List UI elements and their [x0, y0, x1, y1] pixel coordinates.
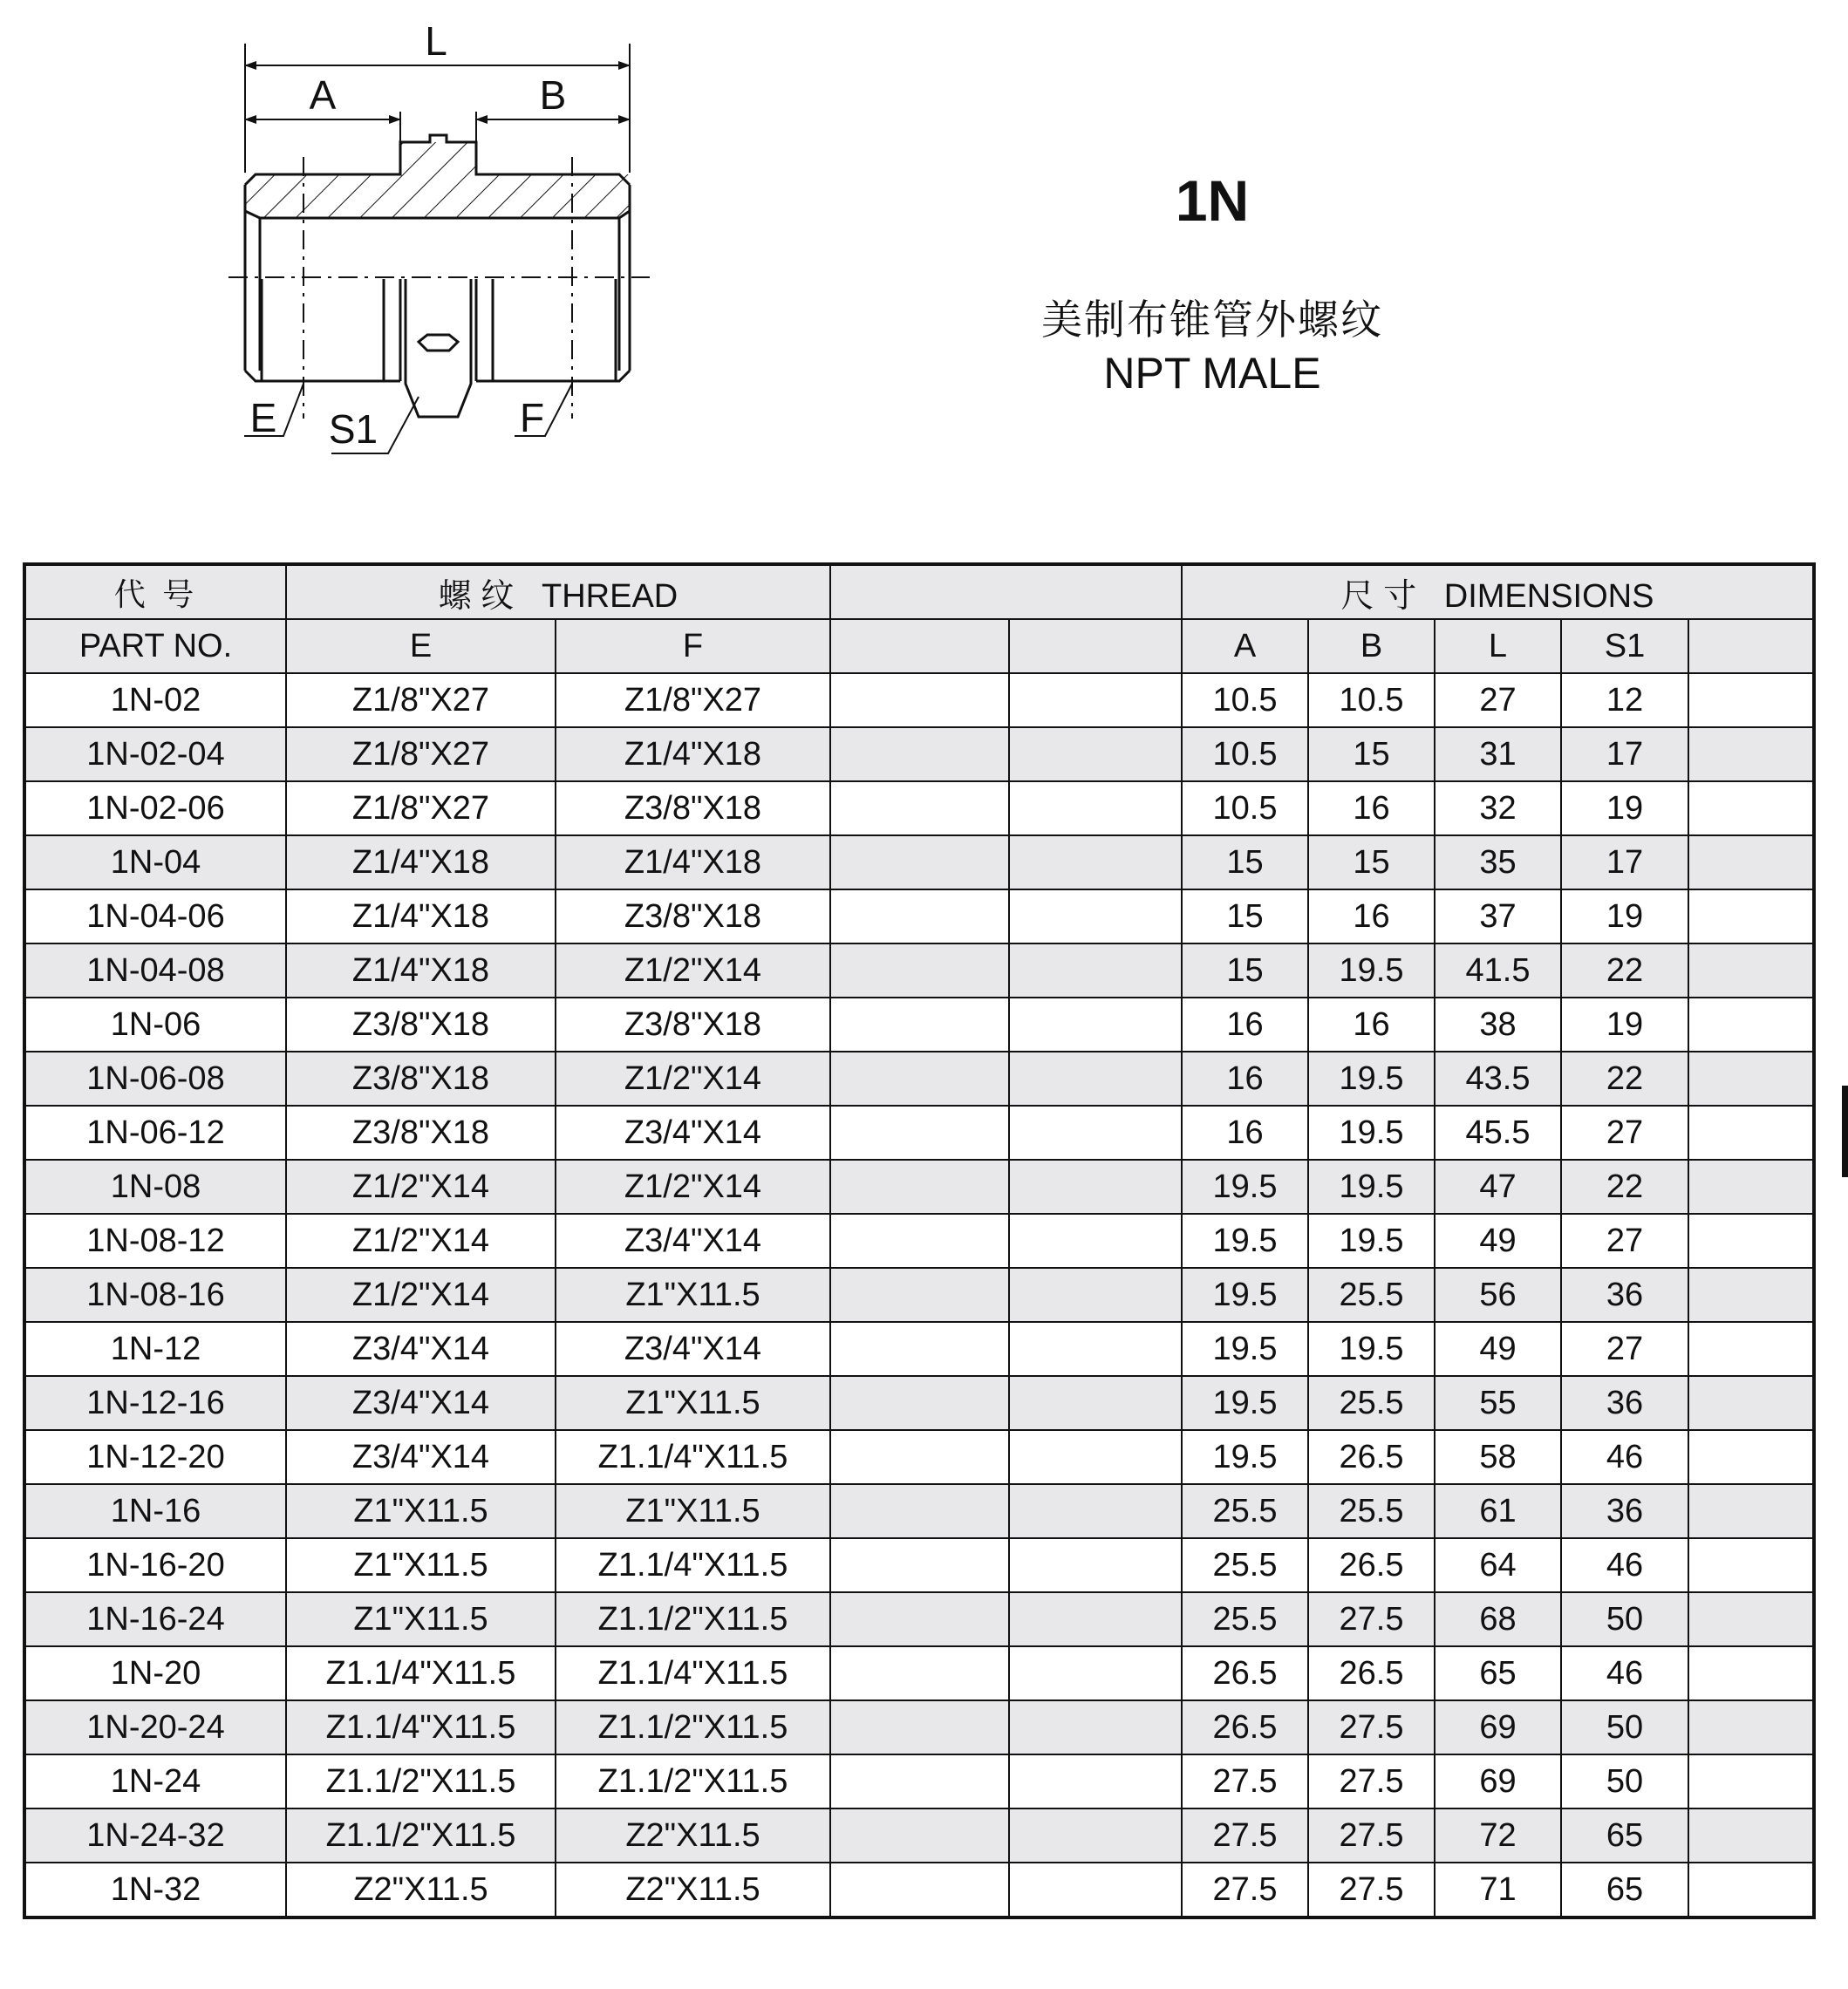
header-blank	[830, 564, 1182, 619]
cell-l: 38	[1435, 998, 1561, 1052]
table-row	[24, 1268, 1814, 1322]
header-col-a: A	[1182, 619, 1308, 673]
cell-blank	[1688, 1322, 1814, 1376]
cell-e: Z1/8"X27	[286, 727, 556, 781]
cell-e: Z1.1/4"X11.5	[286, 1700, 556, 1754]
cell-e: Z2"X11.5	[286, 1863, 556, 1917]
cell-l: 69	[1435, 1700, 1561, 1754]
cell-part: 1N-24-32	[24, 1808, 286, 1863]
cell-part: 1N-16	[24, 1484, 286, 1538]
header-dimensions	[1182, 564, 1814, 619]
cell-part: 1N-02-04	[24, 727, 286, 781]
cell-l: 71	[1435, 1863, 1561, 1917]
header-blank-2	[1009, 619, 1182, 673]
cell-blank	[1009, 1430, 1182, 1484]
cell-e: Z3/4"X14	[286, 1430, 556, 1484]
cell-blank	[1009, 1268, 1182, 1322]
cell-part: 1N-16-24	[24, 1592, 286, 1646]
cell-blank	[1009, 1700, 1182, 1754]
cell-blank	[1688, 943, 1814, 998]
cell-blank	[1009, 1646, 1182, 1700]
cell-f: Z1.1/4"X11.5	[556, 1538, 830, 1592]
header-thread	[286, 564, 830, 619]
label-A: A	[309, 72, 337, 118]
cell-part: 1N-04	[24, 835, 286, 889]
cell-part: 1N-12	[24, 1322, 286, 1376]
cell-blank	[830, 1808, 1009, 1863]
cell-f: Z1/2"X14	[556, 1052, 830, 1106]
cell-l: 72	[1435, 1808, 1561, 1863]
cell-l: 47	[1435, 1160, 1561, 1214]
cell-b: 25.5	[1308, 1376, 1435, 1430]
cell-f: Z2"X11.5	[556, 1863, 830, 1917]
label-L: L	[425, 18, 447, 64]
cell-b: 19.5	[1308, 1160, 1435, 1214]
cell-e: Z1/2"X14	[286, 1160, 556, 1214]
cell-l: 56	[1435, 1268, 1561, 1322]
cell-b: 19.5	[1308, 1214, 1435, 1268]
cell-b: 15	[1308, 835, 1435, 889]
cell-part: 1N-02	[24, 673, 286, 727]
cell-f: Z3/8"X18	[556, 781, 830, 835]
cell-a: 16	[1182, 1106, 1308, 1160]
table-row	[24, 1808, 1814, 1863]
cell-blank	[1688, 1430, 1814, 1484]
product-name-chinese: 美制布锥管外螺纹	[1041, 296, 1383, 344]
cell-part: 1N-12-16	[24, 1376, 286, 1430]
cell-s1: 19	[1561, 889, 1688, 943]
cell-blank	[1009, 781, 1182, 835]
cell-e: Z1/4"X18	[286, 889, 556, 943]
cell-e: Z1.1/2"X11.5	[286, 1754, 556, 1808]
cell-s1: 27	[1561, 1214, 1688, 1268]
cell-l: 45.5	[1435, 1106, 1561, 1160]
cell-blank	[1688, 781, 1814, 835]
cell-f: Z1.1/2"X11.5	[556, 1592, 830, 1646]
cell-part: 1N-06	[24, 998, 286, 1052]
table-row	[24, 1322, 1814, 1376]
table-row	[24, 1160, 1814, 1214]
label-S1: S1	[328, 406, 378, 452]
cell-blank	[830, 1646, 1009, 1700]
cell-e: Z3/8"X18	[286, 1052, 556, 1106]
cell-part: 1N-32	[24, 1863, 286, 1917]
header-part-en: PART NO.	[24, 619, 286, 673]
header-col-b: B	[1308, 619, 1435, 673]
cell-blank	[830, 673, 1009, 727]
table-row	[24, 727, 1814, 781]
table-row	[24, 1376, 1814, 1430]
cell-part: 1N-20-24	[24, 1700, 286, 1754]
cell-b: 15	[1308, 727, 1435, 781]
cell-b: 25.5	[1308, 1268, 1435, 1322]
title-block	[959, 166, 1465, 399]
cell-e: Z1.1/2"X11.5	[286, 1808, 556, 1863]
cell-s1: 36	[1561, 1268, 1688, 1322]
cell-blank	[1688, 1214, 1814, 1268]
cell-b: 27.5	[1308, 1863, 1435, 1917]
cell-a: 15	[1182, 835, 1308, 889]
cell-f: Z1"X11.5	[556, 1484, 830, 1538]
cell-b: 25.5	[1308, 1484, 1435, 1538]
header-dim-cn: 尺 寸	[1340, 577, 1417, 615]
cell-e: Z1/8"X27	[286, 781, 556, 835]
cell-e: Z3/8"X18	[286, 1106, 556, 1160]
cell-blank	[830, 1700, 1009, 1754]
cell-blank	[1688, 835, 1814, 889]
cell-blank	[1688, 727, 1814, 781]
header-blank-3	[1688, 619, 1814, 673]
cell-blank	[1688, 1484, 1814, 1538]
cell-f: Z3/8"X18	[556, 998, 830, 1052]
table-row	[24, 1592, 1814, 1646]
header-col-s1: S1	[1561, 619, 1688, 673]
cell-a: 19.5	[1182, 1160, 1308, 1214]
cell-e: Z3/8"X18	[286, 998, 556, 1052]
cell-b: 16	[1308, 781, 1435, 835]
cell-s1: 36	[1561, 1376, 1688, 1430]
cell-s1: 19	[1561, 781, 1688, 835]
cell-l: 58	[1435, 1430, 1561, 1484]
cell-e: Z1/4"X18	[286, 943, 556, 998]
cell-a: 27.5	[1182, 1754, 1308, 1808]
drawing-labels	[250, 18, 567, 452]
cell-b: 19.5	[1308, 1052, 1435, 1106]
cell-f: Z3/4"X14	[556, 1106, 830, 1160]
cell-blank	[1688, 1160, 1814, 1214]
cell-l: 31	[1435, 727, 1561, 781]
cell-s1: 22	[1561, 1160, 1688, 1214]
cell-part: 1N-06-08	[24, 1052, 286, 1106]
cell-a: 10.5	[1182, 781, 1308, 835]
cell-s1: 50	[1561, 1592, 1688, 1646]
table-row	[24, 943, 1814, 998]
cell-s1: 36	[1561, 1484, 1688, 1538]
cell-l: 27	[1435, 673, 1561, 727]
cell-b: 27.5	[1308, 1808, 1435, 1863]
cell-blank	[830, 1484, 1009, 1538]
cell-blank	[1009, 673, 1182, 727]
cell-f: Z3/4"X14	[556, 1214, 830, 1268]
table-row	[24, 781, 1814, 835]
cell-blank	[1009, 835, 1182, 889]
cell-s1: 46	[1561, 1538, 1688, 1592]
header-thread-en: THREAD	[542, 577, 679, 615]
cell-a: 10.5	[1182, 727, 1308, 781]
cell-f: Z1/4"X18	[556, 835, 830, 889]
cell-blank	[1688, 1052, 1814, 1106]
cell-l: 41.5	[1435, 943, 1561, 998]
cell-a: 19.5	[1182, 1376, 1308, 1430]
table-row	[24, 889, 1814, 943]
cell-part: 1N-02-06	[24, 781, 286, 835]
table-row	[24, 1106, 1814, 1160]
cell-blank	[1009, 1214, 1182, 1268]
cell-f: Z1.1/4"X11.5	[556, 1646, 830, 1700]
cell-s1: 27	[1561, 1322, 1688, 1376]
cell-blank	[1009, 1592, 1182, 1646]
cell-e: Z3/4"X14	[286, 1376, 556, 1430]
header-row-1	[24, 564, 1814, 619]
cell-blank	[1009, 1376, 1182, 1430]
cell-blank	[830, 1376, 1009, 1430]
cell-part: 1N-16-20	[24, 1538, 286, 1592]
cell-b: 26.5	[1308, 1538, 1435, 1592]
header-part-cn: 代 号	[24, 564, 286, 619]
cell-f: Z1/2"X14	[556, 943, 830, 998]
cell-s1: 50	[1561, 1754, 1688, 1808]
cell-b: 27.5	[1308, 1754, 1435, 1808]
fitting-drawing	[0, 0, 663, 471]
cell-l: 32	[1435, 781, 1561, 835]
cell-s1: 17	[1561, 727, 1688, 781]
cell-l: 49	[1435, 1214, 1561, 1268]
cell-blank	[1688, 998, 1814, 1052]
cell-f: Z2"X11.5	[556, 1808, 830, 1863]
cell-blank	[1009, 1538, 1182, 1592]
cell-blank	[1688, 1376, 1814, 1430]
cell-b: 27.5	[1308, 1592, 1435, 1646]
header-col-f: F	[556, 619, 830, 673]
cell-blank	[830, 835, 1009, 889]
cell-a: 16	[1182, 998, 1308, 1052]
cell-s1: 22	[1561, 943, 1688, 998]
cell-s1: 12	[1561, 673, 1688, 727]
table-row	[24, 835, 1814, 889]
cell-s1: 65	[1561, 1863, 1688, 1917]
label-F: F	[519, 395, 545, 440]
table-row	[24, 1484, 1814, 1538]
cell-blank	[1688, 1646, 1814, 1700]
header-dim-en: DIMENSIONS	[1443, 577, 1654, 615]
cell-blank	[1009, 889, 1182, 943]
cell-b: 10.5	[1308, 673, 1435, 727]
cell-l: 68	[1435, 1592, 1561, 1646]
table-row	[24, 1700, 1814, 1754]
cell-b: 19.5	[1308, 1106, 1435, 1160]
cell-part: 1N-20	[24, 1646, 286, 1700]
cell-l: 64	[1435, 1538, 1561, 1592]
cell-a: 26.5	[1182, 1646, 1308, 1700]
cell-a: 27.5	[1182, 1808, 1308, 1863]
cell-blank	[1009, 1808, 1182, 1863]
cell-f: Z1/8"X27	[556, 673, 830, 727]
cell-l: 65	[1435, 1646, 1561, 1700]
cell-a: 15	[1182, 889, 1308, 943]
table-row	[24, 1214, 1814, 1268]
cell-s1: 46	[1561, 1430, 1688, 1484]
cell-blank	[1009, 1106, 1182, 1160]
cell-b: 19.5	[1308, 943, 1435, 998]
cell-blank	[1688, 1754, 1814, 1808]
cell-blank	[830, 1863, 1009, 1917]
cell-b: 19.5	[1308, 1322, 1435, 1376]
cell-blank	[830, 943, 1009, 998]
cell-s1: 17	[1561, 835, 1688, 889]
cell-blank	[830, 1160, 1009, 1214]
cell-a: 19.5	[1182, 1214, 1308, 1268]
header-blank-1	[830, 619, 1009, 673]
cell-e: Z1/2"X14	[286, 1268, 556, 1322]
cell-part: 1N-04-08	[24, 943, 286, 998]
cell-blank	[830, 1052, 1009, 1106]
cell-blank	[1009, 727, 1182, 781]
cell-e: Z1"X11.5	[286, 1484, 556, 1538]
cell-a: 25.5	[1182, 1592, 1308, 1646]
label-B: B	[539, 72, 567, 118]
cell-blank	[1009, 1863, 1182, 1917]
cell-e: Z1/2"X14	[286, 1214, 556, 1268]
cell-f: Z1"X11.5	[556, 1268, 830, 1322]
cell-e: Z1/8"X27	[286, 673, 556, 727]
cell-f: Z3/4"X14	[556, 1322, 830, 1376]
cell-b: 26.5	[1308, 1646, 1435, 1700]
page-edge-mark	[1842, 1086, 1848, 1177]
cell-a: 25.5	[1182, 1484, 1308, 1538]
table-row	[24, 1646, 1814, 1700]
cell-blank	[1688, 1808, 1814, 1863]
cell-blank	[830, 1268, 1009, 1322]
cell-a: 26.5	[1182, 1700, 1308, 1754]
cell-blank	[830, 727, 1009, 781]
cell-part: 1N-06-12	[24, 1106, 286, 1160]
cell-f: Z1.1/4"X11.5	[556, 1430, 830, 1484]
cell-blank	[830, 1106, 1009, 1160]
cell-blank	[1688, 673, 1814, 727]
cell-b: 16	[1308, 998, 1435, 1052]
cell-blank	[830, 1430, 1009, 1484]
cell-b: 16	[1308, 889, 1435, 943]
cell-a: 15	[1182, 943, 1308, 998]
cell-b: 26.5	[1308, 1430, 1435, 1484]
cell-part: 1N-12-20	[24, 1430, 286, 1484]
header-row-2	[24, 619, 1814, 673]
cell-s1: 27	[1561, 1106, 1688, 1160]
cell-blank	[830, 889, 1009, 943]
header-col-l: L	[1435, 619, 1561, 673]
table-row	[24, 1538, 1814, 1592]
table-row	[24, 1430, 1814, 1484]
cell-blank	[1688, 1592, 1814, 1646]
table-row	[24, 1863, 1814, 1917]
product-name-english: NPT MALE	[1103, 349, 1321, 398]
cell-e: Z1"X11.5	[286, 1592, 556, 1646]
cell-blank	[1009, 1754, 1182, 1808]
cell-a: 25.5	[1182, 1538, 1308, 1592]
cell-blank	[830, 998, 1009, 1052]
cell-l: 69	[1435, 1754, 1561, 1808]
cell-f: Z1.1/2"X11.5	[556, 1754, 830, 1808]
cell-a: 19.5	[1182, 1430, 1308, 1484]
cell-f: Z1"X11.5	[556, 1376, 830, 1430]
cell-part: 1N-04-06	[24, 889, 286, 943]
header-thread-cn: 螺 纹	[438, 577, 515, 615]
cell-blank	[1009, 1160, 1182, 1214]
cell-blank	[830, 1214, 1009, 1268]
label-E: E	[249, 395, 277, 440]
cell-blank	[1009, 1052, 1182, 1106]
cell-blank	[1688, 1538, 1814, 1592]
cell-part: 1N-08-16	[24, 1268, 286, 1322]
table-row	[24, 673, 1814, 727]
cell-part: 1N-08-12	[24, 1214, 286, 1268]
cell-s1: 19	[1561, 998, 1688, 1052]
cell-l: 35	[1435, 835, 1561, 889]
cell-part: 1N-24	[24, 1754, 286, 1808]
cell-blank	[1688, 1863, 1814, 1917]
cell-blank	[830, 1592, 1009, 1646]
cell-blank	[830, 781, 1009, 835]
cell-a: 19.5	[1182, 1322, 1308, 1376]
cell-f: Z1/4"X18	[556, 727, 830, 781]
cell-a: 19.5	[1182, 1268, 1308, 1322]
cell-a: 27.5	[1182, 1863, 1308, 1917]
table-row	[24, 1052, 1814, 1106]
cell-f: Z3/8"X18	[556, 889, 830, 943]
cell-blank	[1009, 998, 1182, 1052]
cell-b: 27.5	[1308, 1700, 1435, 1754]
cell-blank	[1688, 1268, 1814, 1322]
cell-f: Z1/2"X14	[556, 1160, 830, 1214]
cell-s1: 46	[1561, 1646, 1688, 1700]
cell-s1: 22	[1561, 1052, 1688, 1106]
cell-e: Z3/4"X14	[286, 1322, 556, 1376]
table-row	[24, 1754, 1814, 1808]
cell-a: 16	[1182, 1052, 1308, 1106]
cell-s1: 65	[1561, 1808, 1688, 1863]
cell-e: Z1.1/4"X11.5	[286, 1646, 556, 1700]
cell-blank	[1009, 943, 1182, 998]
cell-l: 55	[1435, 1376, 1561, 1430]
cell-blank	[830, 1538, 1009, 1592]
cell-f: Z1.1/2"X11.5	[556, 1700, 830, 1754]
cell-part: 1N-08	[24, 1160, 286, 1214]
dimension-lines	[245, 65, 630, 119]
cell-l: 43.5	[1435, 1052, 1561, 1106]
cell-s1: 50	[1561, 1700, 1688, 1754]
cell-blank	[830, 1322, 1009, 1376]
cell-blank	[830, 1754, 1009, 1808]
table-row	[24, 998, 1814, 1052]
product-code: 1N	[1175, 168, 1250, 233]
cell-blank	[1688, 1700, 1814, 1754]
cell-l: 61	[1435, 1484, 1561, 1538]
header-col-e: E	[286, 619, 556, 673]
cell-e: Z1/4"X18	[286, 835, 556, 889]
cell-l: 37	[1435, 889, 1561, 943]
cell-blank	[1688, 889, 1814, 943]
cell-e: Z1"X11.5	[286, 1538, 556, 1592]
cell-a: 10.5	[1182, 673, 1308, 727]
cell-blank	[1009, 1322, 1182, 1376]
cell-blank	[1009, 1484, 1182, 1538]
spec-table	[23, 562, 1816, 1919]
cell-blank	[1688, 1106, 1814, 1160]
cell-l: 49	[1435, 1322, 1561, 1376]
